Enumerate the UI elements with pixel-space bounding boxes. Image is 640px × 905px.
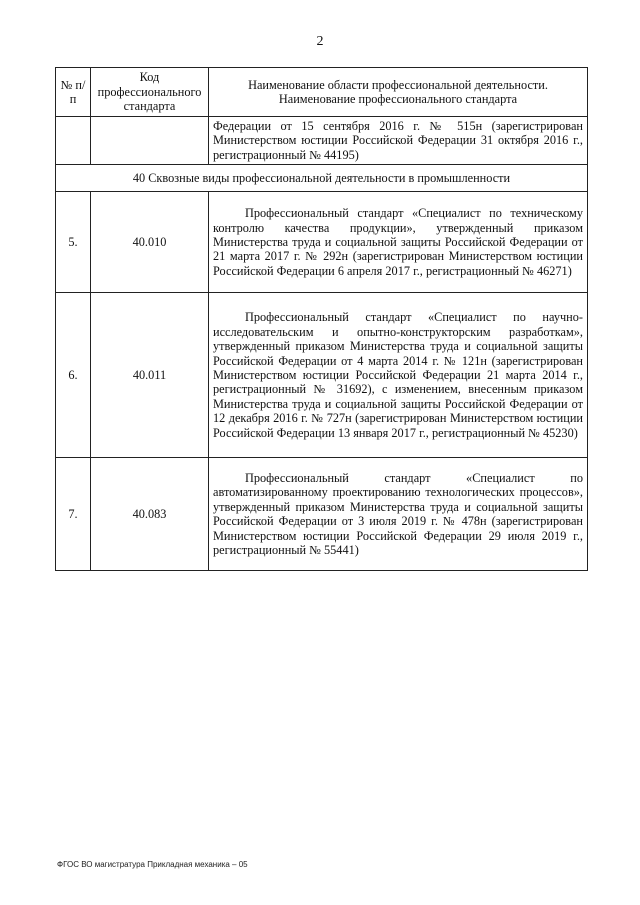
header-name: Наименование области профессиональной деятельности. Наименование профессионального стандарта — [209, 68, 588, 117]
page-number: 2 — [316, 34, 324, 49]
section-title: 40 Сквозные виды профессиональной деятельности в промышленности — [56, 165, 588, 192]
row-text-content: Профессиональный стандарт «Специалист по автоматизированному проектированию технологических процессов», утвержденный приказом Министерства труда и социальной защиты Российской Федерации от 3 июля 2019 г. № 478н (зарегистрирован Министерством юстиции Российской Федерации 29 июля 2019 г., регистрационный № 55441) — [213, 471, 583, 558]
row-text — [209, 293, 588, 458]
table-row — [56, 293, 588, 458]
continuation-text: Федерации от 15 сентября 2016 г. № 515н (зарегистрирован Министерством юстиции Российской Федерации 31 октября 2016 г., регистрационный № 44195) — [209, 117, 588, 165]
table-row — [56, 192, 588, 293]
professional-standards-table — [55, 67, 588, 571]
row-code: 40.010 — [91, 192, 209, 293]
row-text-content: Профессиональный стандарт «Специалист по техническому контролю качества продукции», утвержденный приказом Министерства труда и социальной защиты Российской Федерации от 21 марта 2017 г. № 292н (зарегистрирован Министерством юстиции Российской Федерации 6 апреля 2017 г., регистрационный № 46271) — [213, 206, 583, 278]
row-text — [209, 192, 588, 293]
table-header-row — [56, 68, 588, 117]
row-code: 40.011 — [91, 293, 209, 458]
row-code: 40.083 — [91, 458, 209, 571]
row-text — [209, 458, 588, 571]
continuation-row — [56, 117, 588, 165]
footer-text: ФГОС ВО магистратура Прикладная механика – 05 — [57, 860, 248, 869]
row-num: 7. — [56, 458, 91, 571]
table-row — [56, 458, 588, 571]
header-code: Код профессионального стандарта — [91, 68, 209, 117]
row-num: 5. — [56, 192, 91, 293]
row-num: 6. — [56, 293, 91, 458]
section-row — [56, 165, 588, 192]
header-num: № п/п — [56, 68, 91, 117]
continuation-num-cell — [56, 117, 91, 165]
row-text-content: Профессиональный стандарт «Специалист по научно-исследовательским и опытно-конструкторским разработкам», утвержденный приказом Министерства труда и социальной защиты Российской Федерации от 4 марта 2014 г. № 121н (зарегистрирован Министерством юстиции Российской Федерации 21 марта 2014 г., регистрационный № 31692), с изменением, внесенным приказом Министерства труда и социальной защиты Российской Федерации от 12 декабря 2016 г. № 727н (зарегистрирован Министерством юстиции Российской Федерации 13 января 2017 г., регистрационный № 45230) — [213, 310, 583, 440]
continuation-code-cell — [91, 117, 209, 165]
